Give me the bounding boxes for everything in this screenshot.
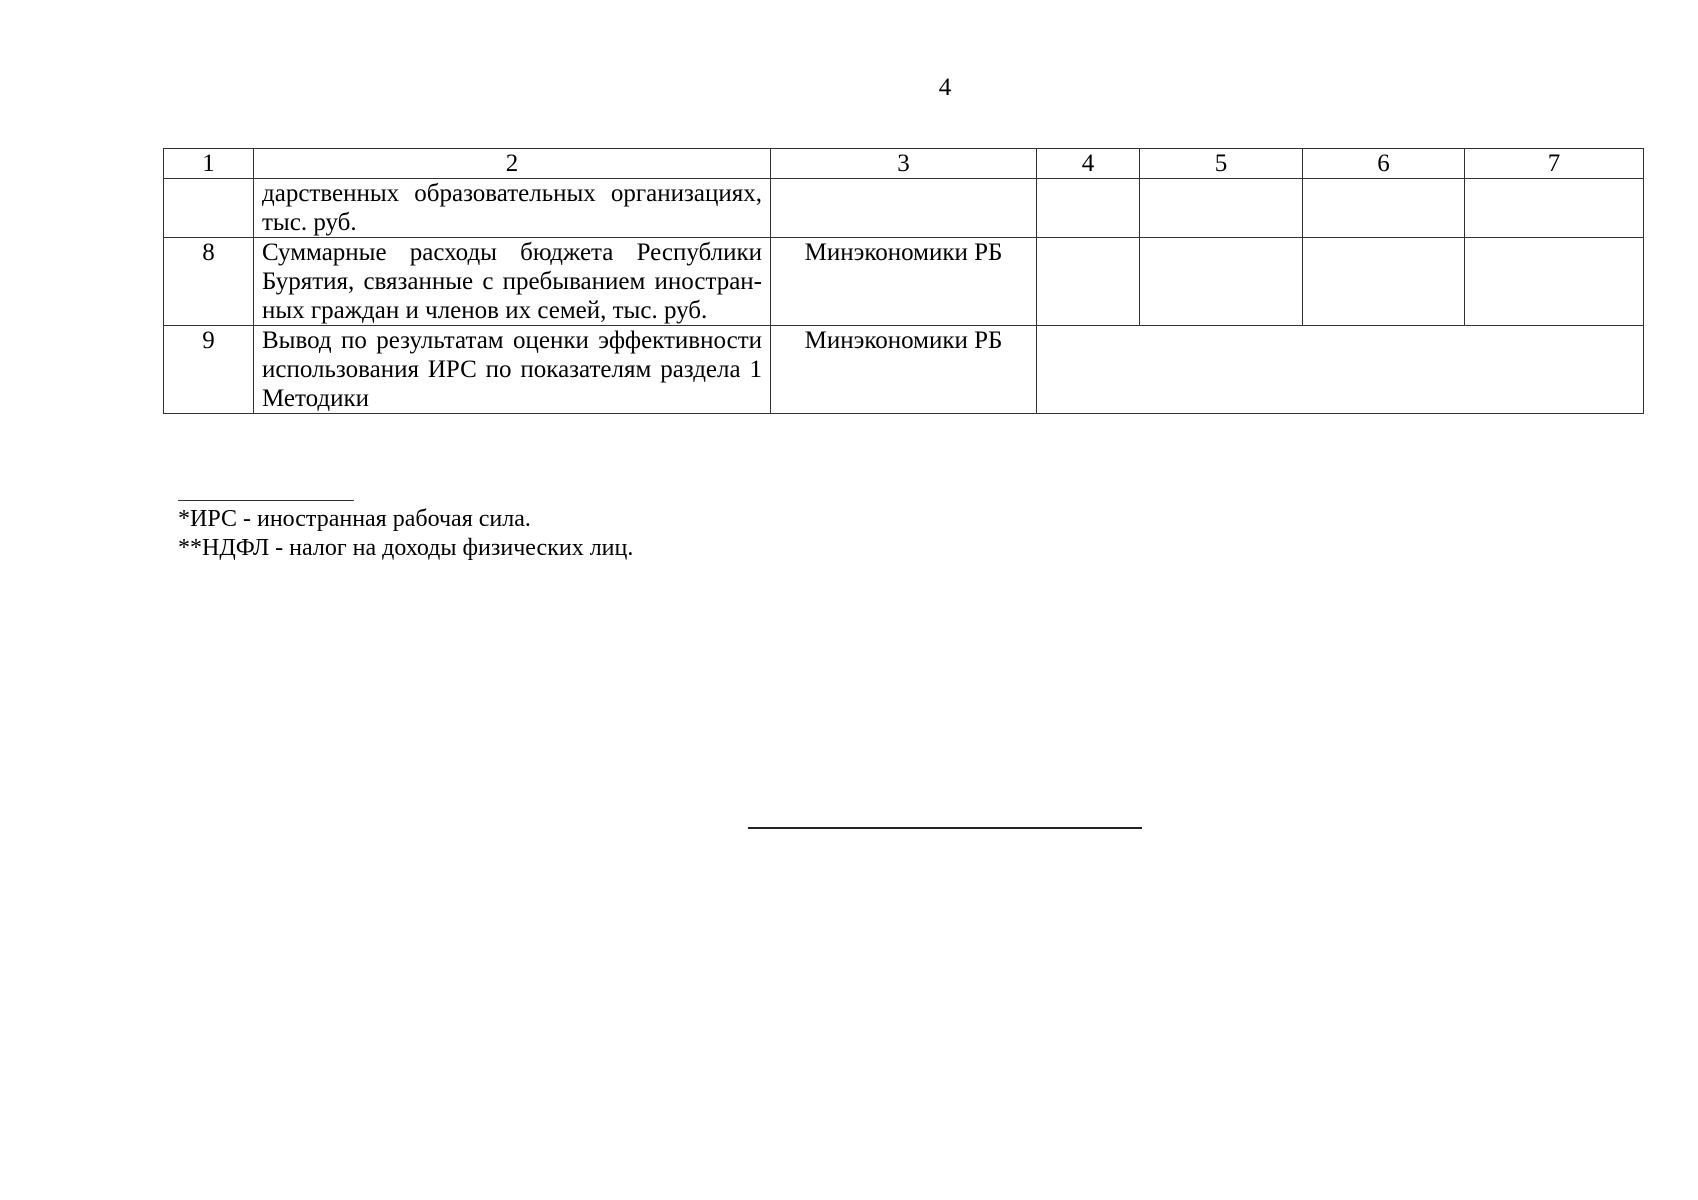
- description-line: ных граждан и членов их семей, тыс. руб.: [262, 297, 708, 324]
- table-row: [164, 179, 1644, 238]
- row-number: 8: [164, 238, 254, 326]
- description-line: тыс. руб.: [262, 209, 357, 236]
- empty-cell: [1303, 179, 1465, 238]
- table-row: [164, 238, 1644, 326]
- header-cell-2: 2: [254, 149, 771, 179]
- row-description: [254, 326, 771, 414]
- footnote-irs: *ИРС - иностранная рабочая сила.: [178, 506, 531, 532]
- description-line: Суммарные расходы бюджета Республики: [262, 239, 762, 266]
- footnote-separator: [178, 500, 354, 501]
- merged-empty-cell: [1037, 326, 1644, 414]
- empty-cell: [1037, 179, 1140, 238]
- header-cell-1: 1: [164, 149, 254, 179]
- header-cell-5: 5: [1140, 149, 1303, 179]
- footnotes: [178, 505, 633, 563]
- empty-cell: [1140, 179, 1303, 238]
- header-cell-6: 6: [1303, 149, 1465, 179]
- header-cell-7: 7: [1465, 149, 1644, 179]
- empty-cell: [1465, 179, 1644, 238]
- row-source: Минэкономики РБ: [771, 326, 1037, 414]
- description-line: Бурятия, связанные с пребыванием иностран-: [262, 268, 762, 295]
- table-row: [164, 326, 1644, 414]
- row-description: [254, 179, 771, 238]
- row-source: [771, 179, 1037, 238]
- row-number: 9: [164, 326, 254, 414]
- description-line: использования ИРС по показателям раздела 1: [262, 356, 762, 383]
- empty-cell: [1140, 238, 1303, 326]
- table-header-row: [164, 149, 1644, 179]
- description-line: Методики: [262, 385, 369, 412]
- data-table: [163, 148, 1644, 414]
- header-cell-4: 4: [1037, 149, 1140, 179]
- empty-cell: [1303, 238, 1465, 326]
- page-number: 4: [938, 74, 952, 101]
- row-number: [164, 179, 254, 238]
- header-cell-3: 3: [771, 149, 1037, 179]
- description-line: дарственных образовательных организациях,: [262, 180, 762, 207]
- row-description: [254, 238, 771, 326]
- document-end-rule: [748, 827, 1142, 829]
- description-line: Вывод по результатам оценки эффективности: [262, 327, 762, 354]
- empty-cell: [1465, 238, 1644, 326]
- row-source: Минэкономики РБ: [771, 238, 1037, 326]
- footnote-ndfl: **НДФЛ - налог на доходы физических лиц.: [178, 535, 634, 561]
- empty-cell: [1037, 238, 1140, 326]
